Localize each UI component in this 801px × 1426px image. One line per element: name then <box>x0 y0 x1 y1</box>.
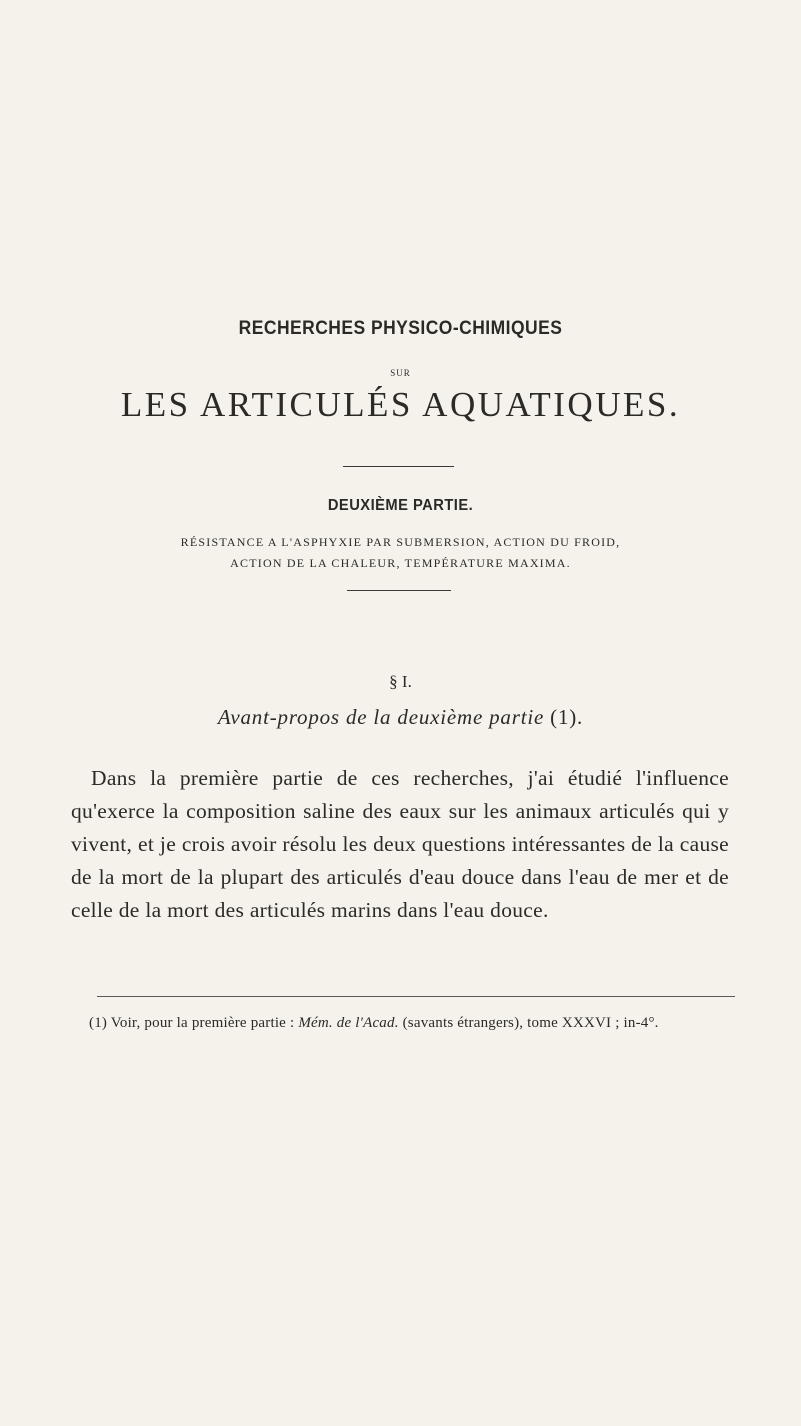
section-title-text: Avant-propos de la deuxième partie <box>217 705 545 729</box>
footnote-separator <box>97 996 735 997</box>
section-title <box>0 705 801 730</box>
part-description-line-2: ACTION DE LA CHALEUR, TEMPÉRATURE MAXIMA. <box>230 556 571 570</box>
body-paragraph <box>71 762 729 927</box>
part-description <box>0 532 801 574</box>
section-mark: § I. <box>389 672 412 691</box>
divider-rule <box>347 590 451 591</box>
body-paragraph-text: Dans la première partie de ces recherches, j'ai étudié l'influence qu'exerce la composition saline des eaux sur les animaux articulés qui y vivent, et je crois avoir résolu les deux questions intéressantes de la cause de la mort de la plupart des articulés d'eau douce dans l'eau de mer et de celle de la mort des articulés marins dans l'eau douce. <box>71 766 729 922</box>
footnote-rest: (savants étrangers), tome XXXVI ; in-4°. <box>398 1015 659 1031</box>
title-connector: SUR <box>390 368 411 378</box>
part-description-line-1: RÉSISTANCE A L'ASPHYXIE PAR SUBMERSION, ACTION DU FROID, <box>180 535 621 549</box>
footnote-citation: Mém. de l'Acad. <box>298 1015 399 1031</box>
part-title: DEUXIÈME PARTIE. <box>327 497 474 514</box>
main-title: RECHERCHES PHYSICO-CHIMIQUES <box>238 318 563 339</box>
footnote-lead: (1) Voir, pour la première partie : <box>89 1015 299 1031</box>
footnote <box>71 1012 731 1034</box>
footnote-reference: (1). <box>550 705 584 729</box>
divider-rule <box>343 466 454 467</box>
subject-title: LES ARTICULÉS AQUATIQUES. <box>120 385 681 424</box>
